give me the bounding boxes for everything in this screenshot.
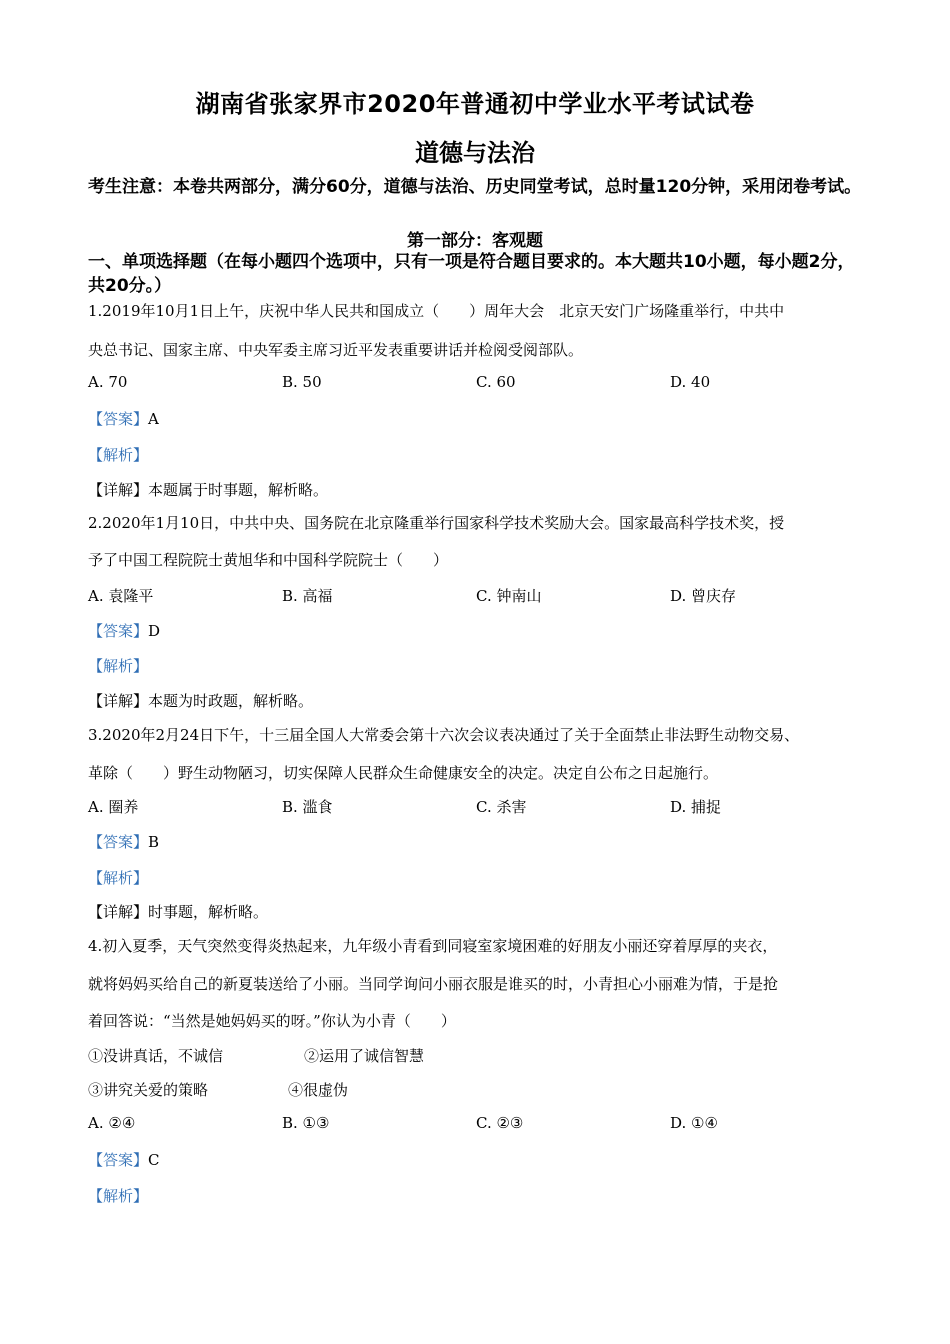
question-4-line-1: 4.初入夏季，天气突然变得炎热起来，九年级小青看到同寝室家境困难的好朋友小丽还穿着厚厚的夹衣， bbox=[88, 937, 778, 955]
question-2-option-d: D. 曾庆存 bbox=[670, 587, 737, 605]
question-3-line-2: 革除（ ）野生动物陋习，切实保障人民群众生命健康安全的决定。决定自公布之日起施行。 bbox=[88, 764, 719, 782]
question-4-option-c: C. ②③ bbox=[476, 1114, 524, 1132]
answer-label: 【答案】 bbox=[88, 1151, 149, 1169]
answer-label: 【答案】 bbox=[88, 833, 149, 851]
question-3-analysis-label: 【解析】 bbox=[88, 869, 149, 887]
question-2-detail bbox=[88, 690, 313, 711]
answer-value: B bbox=[148, 833, 160, 851]
question-3-line-1: 3.2020年2月24日下午，十三届全国人大常委会第十六次会议表决通过了关于全面禁止非法野生动物交易、 bbox=[88, 726, 800, 744]
question-4-option-a: A. ②④ bbox=[88, 1114, 136, 1132]
answer-value: A bbox=[148, 410, 159, 428]
detail-label: 【详解】 bbox=[88, 692, 149, 710]
answer-value: C bbox=[148, 1151, 160, 1169]
question-2-option-a: A. 袁隆平 bbox=[88, 587, 154, 605]
detail-text: 本题为时政题，解析略。 bbox=[148, 692, 314, 710]
question-1-analysis-label: 【解析】 bbox=[88, 446, 149, 464]
question-1-option-c: C. 60 bbox=[476, 373, 516, 391]
question-3-answer bbox=[88, 831, 159, 852]
question-4-answer bbox=[88, 1149, 160, 1170]
part-title: 第一部分：客观题 bbox=[407, 231, 543, 251]
question-1-line-1: 1.2019年10月1日上午，庆祝中华人民共和国成立（ ）周年大会 北京天安门广场隆重举行，中共中 bbox=[88, 302, 785, 320]
question-2-line-2: 予了中国工程院院士黄旭华和中国科学院院士（ ） bbox=[88, 551, 449, 569]
question-1-answer bbox=[88, 408, 159, 429]
question-3-option-b: B. 滥食 bbox=[282, 798, 333, 816]
subject-title: 道德与法治 bbox=[415, 139, 535, 167]
exam-title: 湖南省张家界市2020年普通初中学业水平考试试卷 bbox=[195, 90, 755, 118]
question-3-option-c: C. 杀害 bbox=[476, 798, 527, 816]
question-2-answer bbox=[88, 620, 160, 641]
question-3-detail bbox=[88, 901, 268, 922]
question-2-option-c: C. 钟南山 bbox=[476, 587, 542, 605]
question-4-line-2: 就将妈妈买给自己的新夏装送给了小丽。当同学询问小丽衣服是谁买的时，小青担心小丽难为情，于是抢 bbox=[88, 975, 779, 993]
question-1-option-b: B. 50 bbox=[282, 373, 322, 391]
question-4-analysis-label: 【解析】 bbox=[88, 1187, 149, 1205]
question-4-line-3: 着回答说：“当然是她妈妈买的呀。”你认为小青（ ） bbox=[88, 1012, 456, 1030]
question-4-option-d: D. ①④ bbox=[670, 1114, 718, 1132]
answer-label: 【答案】 bbox=[88, 622, 149, 640]
question-2-analysis-label: 【解析】 bbox=[88, 657, 149, 675]
question-3-option-a: A. 圈养 bbox=[88, 798, 139, 816]
question-3-option-d: D. 捕捉 bbox=[670, 798, 722, 816]
detail-text: 本题属于时事题，解析略。 bbox=[148, 481, 329, 499]
answer-value: D bbox=[148, 622, 161, 640]
detail-label: 【详解】 bbox=[88, 903, 149, 921]
question-2-line-1: 2.2020年1月10日，中共中央、国务院在北京隆重举行国家科学技术奖励大会。国家最高科学技术奖，授 bbox=[88, 514, 785, 532]
section-heading: 一、单项选择题（在每小题四个选项中，只有一项是符合题目要求的。本大题共10小题，每小题2分，共20分。） bbox=[88, 252, 855, 296]
question-1-detail bbox=[88, 479, 328, 500]
question-2-option-b: B. 高福 bbox=[282, 587, 333, 605]
answer-label: 【答案】 bbox=[88, 410, 149, 428]
detail-text: 时事题，解析略。 bbox=[148, 903, 269, 921]
question-4-statement-3: ③讲究关爱的策略 bbox=[88, 1081, 209, 1099]
question-4-option-b: B. ①③ bbox=[282, 1114, 330, 1132]
question-1-option-d: D. 40 bbox=[670, 373, 711, 391]
question-4-statement-2: ②运用了诚信智慧 bbox=[304, 1047, 425, 1065]
question-4-statement-1: ①没讲真话，不诚信 bbox=[88, 1047, 224, 1065]
exam-notice: 考生注意：本卷共两部分，满分60分，道德与法治、历史同堂考试，总时量120分钟，采用闭卷考试。 bbox=[88, 177, 862, 197]
question-4-statement-4: ④很虚伪 bbox=[288, 1081, 349, 1099]
question-1-option-a: A. 70 bbox=[88, 373, 128, 391]
question-1-line-2: 央总书记、国家主席、中央军委主席习近平发表重要讲话并检阅受阅部队。 bbox=[88, 341, 584, 359]
detail-label: 【详解】 bbox=[88, 481, 149, 499]
